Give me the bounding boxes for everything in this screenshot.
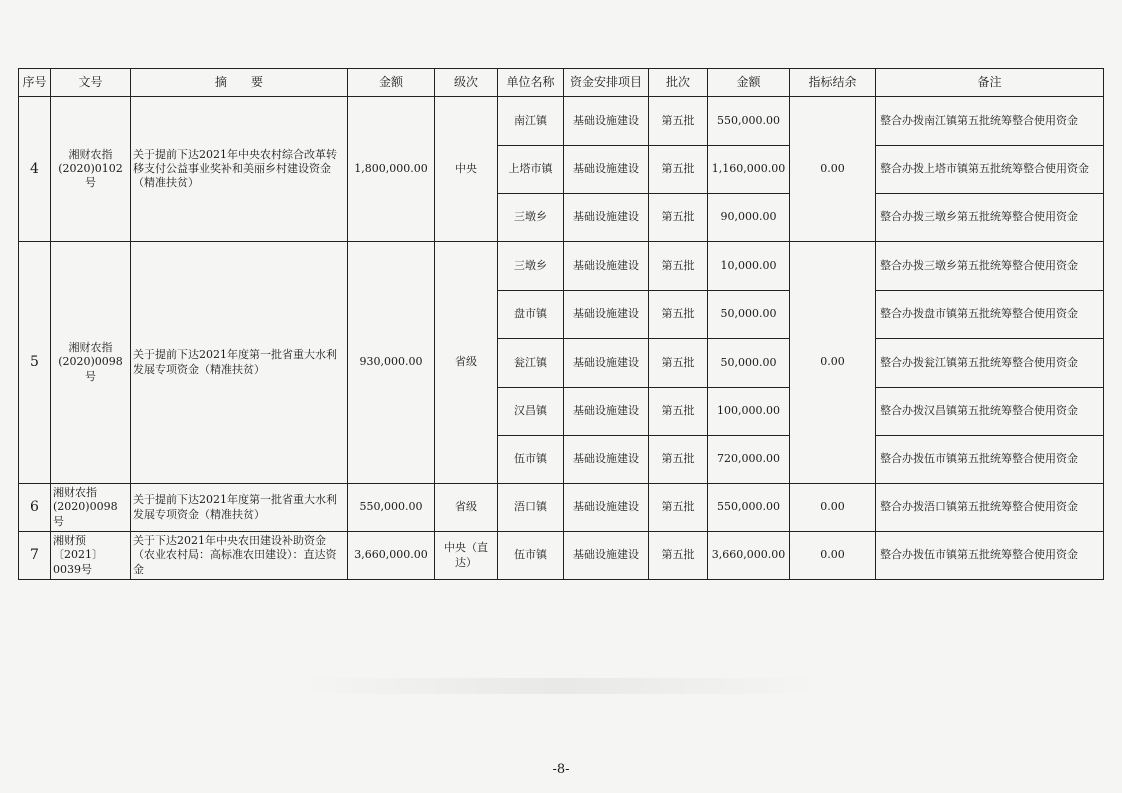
row-seq: 7 bbox=[19, 532, 51, 580]
row-alloc-amount: 720,000.00 bbox=[708, 436, 790, 484]
row-summary: 关于下达2021年中央农田建设补助资金（农业农村局：高标准农田建设）：直达资金 bbox=[131, 532, 348, 580]
row-unit: 三墩乡 bbox=[498, 242, 564, 291]
row-summary: 关于提前下达2021年度第一批省重大水利发展专项资金（精准扶贫） bbox=[131, 484, 348, 532]
row-project: 基础设施建设 bbox=[564, 97, 649, 146]
row-alloc-amount: 1,160,000.00 bbox=[708, 146, 790, 194]
table-row bbox=[19, 484, 1104, 532]
header-summary: 摘 要 bbox=[131, 69, 348, 97]
header-amount: 金额 bbox=[348, 69, 435, 97]
row-unit: 伍市镇 bbox=[498, 436, 564, 484]
row-balance: 0.00 bbox=[790, 532, 876, 580]
row-amount: 930,000.00 bbox=[348, 242, 435, 484]
row-note: 整合办拨汉昌镇第五批统筹整合使用资金 bbox=[876, 388, 1104, 436]
row-batch: 第五批 bbox=[649, 388, 708, 436]
row-amount: 550,000.00 bbox=[348, 484, 435, 532]
row-alloc-amount: 100,000.00 bbox=[708, 388, 790, 436]
row-balance: 0.00 bbox=[790, 484, 876, 532]
row-unit: 三墩乡 bbox=[498, 194, 564, 242]
row-level: 中央（直达） bbox=[435, 532, 498, 580]
row-project: 基础设施建设 bbox=[564, 388, 649, 436]
row-note: 整合办拨南江镇第五批统筹整合使用资金 bbox=[876, 97, 1104, 146]
row-note: 整合办拨三墩乡第五批统筹整合使用资金 bbox=[876, 194, 1104, 242]
row-doc-number: 湘财农指(2020)0102号 bbox=[51, 97, 131, 242]
row-batch: 第五批 bbox=[649, 194, 708, 242]
table-row bbox=[19, 532, 1104, 580]
page-number: -8- bbox=[552, 762, 570, 777]
header-note: 备注 bbox=[876, 69, 1104, 97]
header-unit-name: 单位名称 bbox=[498, 69, 564, 97]
row-alloc-amount: 550,000.00 bbox=[708, 97, 790, 146]
row-level: 省级 bbox=[435, 484, 498, 532]
row-seq: 6 bbox=[19, 484, 51, 532]
row-unit: 浯口镇 bbox=[498, 484, 564, 532]
row-level: 中央 bbox=[435, 97, 498, 242]
table-header-row bbox=[19, 69, 1104, 97]
row-alloc-amount: 90,000.00 bbox=[708, 194, 790, 242]
row-unit: 汉昌镇 bbox=[498, 388, 564, 436]
row-note: 整合办拨上塔市镇第五批统筹整合使用资金 bbox=[876, 146, 1104, 194]
row-note: 整合办拨瓮江镇第五批统筹整合使用资金 bbox=[876, 339, 1104, 388]
header-batch: 批次 bbox=[649, 69, 708, 97]
table-row bbox=[19, 242, 1104, 291]
header-balance: 指标结余 bbox=[790, 69, 876, 97]
row-unit: 瓮江镇 bbox=[498, 339, 564, 388]
header-alloc-amount: 金额 bbox=[708, 69, 790, 97]
row-batch: 第五批 bbox=[649, 242, 708, 291]
row-alloc-amount: 10,000.00 bbox=[708, 242, 790, 291]
row-note: 整合办拨伍市镇第五批统筹整合使用资金 bbox=[876, 532, 1104, 580]
row-batch: 第五批 bbox=[649, 484, 708, 532]
header-doc-number: 文号 bbox=[51, 69, 131, 97]
row-unit: 盘市镇 bbox=[498, 291, 564, 339]
row-batch: 第五批 bbox=[649, 97, 708, 146]
row-unit: 南江镇 bbox=[498, 97, 564, 146]
row-alloc-amount: 50,000.00 bbox=[708, 339, 790, 388]
row-project: 基础设施建设 bbox=[564, 532, 649, 580]
row-alloc-amount: 3,660,000.00 bbox=[708, 532, 790, 580]
row-batch: 第五批 bbox=[649, 339, 708, 388]
funding-allocation-table bbox=[18, 68, 1104, 580]
row-project: 基础设施建设 bbox=[564, 484, 649, 532]
header-seq: 序号 bbox=[19, 69, 51, 97]
row-project: 基础设施建设 bbox=[564, 436, 649, 484]
row-summary: 关于提前下达2021年度第一批省重大水利发展专项资金（精准扶贫） bbox=[131, 242, 348, 484]
row-batch: 第五批 bbox=[649, 291, 708, 339]
row-amount: 3,660,000.00 bbox=[348, 532, 435, 580]
row-level: 省级 bbox=[435, 242, 498, 484]
row-note: 整合办拨盘市镇第五批统筹整合使用资金 bbox=[876, 291, 1104, 339]
row-note: 整合办拨三墩乡第五批统筹整合使用资金 bbox=[876, 242, 1104, 291]
row-note: 整合办拨浯口镇第五批统筹整合使用资金 bbox=[876, 484, 1104, 532]
row-seq: 4 bbox=[19, 97, 51, 242]
table-row bbox=[19, 97, 1104, 146]
row-project: 基础设施建设 bbox=[564, 146, 649, 194]
row-alloc-amount: 50,000.00 bbox=[708, 291, 790, 339]
row-alloc-amount: 550,000.00 bbox=[708, 484, 790, 532]
row-batch: 第五批 bbox=[649, 436, 708, 484]
row-unit: 上塔市镇 bbox=[498, 146, 564, 194]
row-batch: 第五批 bbox=[649, 146, 708, 194]
row-project: 基础设施建设 bbox=[564, 242, 649, 291]
row-note: 整合办拨伍市镇第五批统筹整合使用资金 bbox=[876, 436, 1104, 484]
header-level: 级次 bbox=[435, 69, 498, 97]
row-project: 基础设施建设 bbox=[564, 194, 649, 242]
row-summary: 关于提前下达2021年中央农村综合改革转移支付公益事业奖补和美丽乡村建设资金（精准扶贫） bbox=[131, 97, 348, 242]
row-doc-number: 湘财预〔2021〕0039号 bbox=[51, 532, 131, 580]
row-doc-number: 湘财农指(2020)0098号 bbox=[51, 242, 131, 484]
row-batch: 第五批 bbox=[649, 532, 708, 580]
row-seq: 5 bbox=[19, 242, 51, 484]
faint-bleed-through bbox=[300, 678, 820, 694]
row-project: 基础设施建设 bbox=[564, 291, 649, 339]
row-balance: 0.00 bbox=[790, 242, 876, 484]
row-amount: 1,800,000.00 bbox=[348, 97, 435, 242]
header-project: 资金安排项目 bbox=[564, 69, 649, 97]
row-balance: 0.00 bbox=[790, 97, 876, 242]
row-doc-number: 湘财农指(2020)0098号 bbox=[51, 484, 131, 532]
row-project: 基础设施建设 bbox=[564, 339, 649, 388]
row-unit: 伍市镇 bbox=[498, 532, 564, 580]
